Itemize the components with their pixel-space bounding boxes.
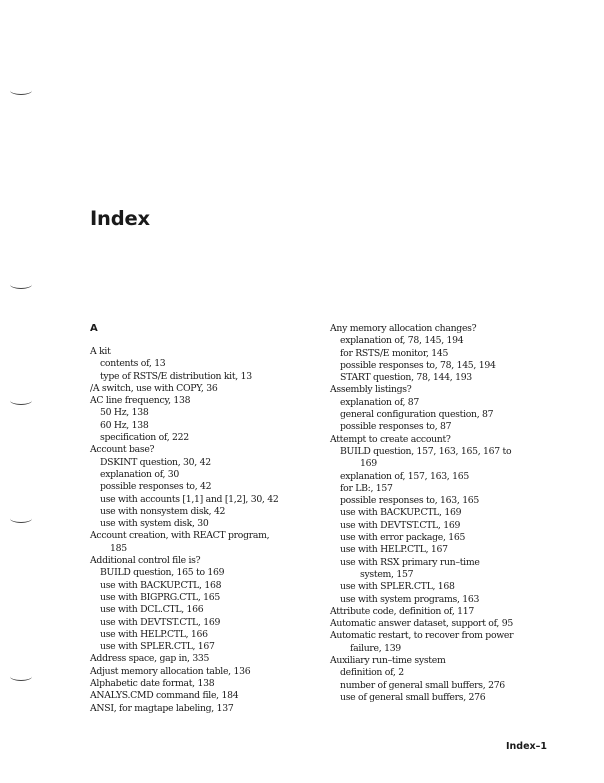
index-entry (90, 444, 320, 456)
index-entry-text: explanation of, 30 (100, 468, 180, 480)
index-entry-text: use with accounts [1,1] and [1,2], 30, 42 (100, 493, 279, 505)
index-subentry (90, 469, 320, 481)
index-subentry (90, 358, 320, 370)
index-subentry (330, 581, 560, 593)
index-entry-text: Alphabetic date format, 138 (90, 678, 215, 690)
index-subentry (90, 629, 320, 641)
index-entry-text: use with system disk, 30 (100, 518, 209, 530)
index-subentry (90, 420, 320, 432)
index-entry (90, 555, 320, 567)
index-entry-text: START question, 78, 144, 193 (340, 372, 472, 384)
index-entry-text: type of RSTS/E distribution kit, 13 (100, 370, 252, 382)
binder-hole-mark (10, 280, 32, 289)
index-entry-text: BUILD question, 157, 163, 165, 167 to (340, 445, 512, 457)
index-entry-text: use with DEVTST.CTL, 169 (100, 616, 221, 628)
index-entry-text: use with SPLER.CTL, 168 (340, 581, 455, 593)
index-entry-text: use with error package, 165 (340, 532, 466, 544)
index-subentry (330, 421, 560, 433)
index-entry-text: Automatic answer dataset, support of, 95 (330, 618, 513, 630)
index-entry-text: use of general small buffers, 276 (340, 691, 486, 703)
page-number: Index–1 (506, 741, 548, 752)
index-column-right (330, 323, 560, 704)
index-entry (90, 690, 320, 702)
index-subentry (90, 604, 320, 616)
index-entry-text: DSKINT question, 30, 42 (100, 456, 211, 468)
page-title: Index (90, 207, 150, 230)
binder-hole-mark (10, 86, 32, 95)
index-subentry (330, 557, 560, 582)
index-subentry (90, 457, 320, 469)
index-entry-text: use with DCL.CTL, 166 (100, 604, 204, 616)
index-subentry (330, 483, 560, 495)
index-entry (330, 606, 560, 618)
index-entry-text: Account creation, with REACT program, (90, 530, 270, 542)
index-entry-text: Additional control file is? (90, 555, 201, 567)
index-entry-text: BUILD question, 165 to 169 (100, 567, 225, 579)
index-entry-text: AC line frequency, 138 (90, 395, 191, 407)
index-subentry (330, 495, 560, 507)
index-subentry (90, 506, 320, 518)
index-entry-text: definition of, 2 (340, 667, 404, 679)
index-entry-text: explanation of, 78, 145, 194 (340, 335, 464, 347)
index-entry-text: possible responses to, 163, 165 (340, 495, 480, 507)
binder-hole-mark (10, 672, 32, 681)
index-entry (90, 678, 320, 690)
index-entry-text: Automatic restart, to recover from power (330, 630, 514, 642)
index-entry-text: Account base? (90, 444, 155, 456)
index-subentry (90, 567, 320, 579)
section-letter: A (90, 323, 98, 334)
index-entry (90, 703, 320, 715)
index-entry (330, 323, 560, 335)
index-entry-text: use with BIGPRG.CTL, 165 (100, 591, 221, 603)
index-entry-continuation: 185 (110, 542, 127, 554)
index-entry-text: for RSTS/E monitor, 145 (340, 347, 449, 359)
index-entry-text: use with HELP.CTL, 167 (340, 544, 448, 556)
index-entry-continuation: 169 (360, 458, 377, 470)
index-subentry (90, 617, 320, 629)
binder-hole-mark (10, 514, 32, 523)
index-column-left (90, 346, 320, 715)
index-entry-continuation: system, 157 (360, 568, 414, 580)
index-entry-text: specification of, 222 (100, 432, 189, 444)
index-entry-text: general configuration question, 87 (340, 409, 494, 421)
index-entry-text: Attempt to create account? (330, 433, 451, 445)
index-entry-text: possible responses to, 78, 145, 194 (340, 359, 496, 371)
index-entry (330, 434, 560, 446)
index-entry-text: for LB:, 157 (340, 482, 393, 494)
index-entry-text: Auxiliary run–time system (330, 655, 446, 667)
index-entry-text: contents of, 13 (100, 358, 166, 370)
index-subentry (330, 348, 560, 360)
index-subentry (330, 397, 560, 409)
index-subentry (90, 518, 320, 530)
index-entry (330, 384, 560, 396)
index-entry-text: use with nonsystem disk, 42 (100, 505, 226, 517)
index-subentry (330, 680, 560, 692)
index-subentry (330, 471, 560, 483)
index-entry-text: A kit (90, 346, 111, 357)
index-entry-text: use with RSX primary run–time (340, 556, 480, 568)
index-subentry (330, 667, 560, 679)
index-entry (330, 630, 560, 655)
index-entry-text: Adjust memory allocation table, 136 (90, 665, 251, 677)
index-subentry (90, 481, 320, 493)
index-entry-text: /A switch, use with COPY, 36 (90, 382, 218, 394)
index-entry-text: use with DEVTST.CTL, 169 (340, 519, 461, 531)
binder-hole-mark (10, 396, 32, 405)
index-subentry (90, 432, 320, 444)
index-entry-text: Assembly listings? (330, 384, 412, 396)
index-entry-continuation: failure, 139 (350, 642, 401, 654)
index-entry (90, 395, 320, 407)
index-subentry (90, 494, 320, 506)
index-subentry (90, 580, 320, 592)
index-entry-text: Attribute code, definition of, 117 (330, 605, 474, 617)
index-entry-text: explanation of, 157, 163, 165 (340, 470, 469, 482)
index-entry-text: ANSI, for magtape labeling, 137 (90, 702, 234, 714)
index-subentry (90, 592, 320, 604)
index-subentry (330, 409, 560, 421)
index-subentry (330, 594, 560, 606)
index-subentry (90, 371, 320, 383)
index-subentry (330, 360, 560, 372)
index-entry-text: explanation of, 87 (340, 396, 420, 408)
index-entry-text: 60 Hz, 138 (100, 419, 149, 431)
index-subentry (90, 407, 320, 419)
index-entry-text: Address space, gap in, 335 (90, 653, 210, 665)
index-subentry (330, 520, 560, 532)
index-entry-text: 50 Hz, 138 (100, 407, 149, 419)
index-entry (90, 653, 320, 665)
index-entry-text: possible responses to, 42 (100, 481, 212, 493)
index-entry (90, 530, 320, 555)
index-subentry (330, 532, 560, 544)
index-entry (90, 666, 320, 678)
index-subentry (330, 446, 560, 471)
index-subentry (330, 507, 560, 519)
index-entry-text: possible responses to, 87 (340, 421, 452, 433)
index-entry-text: ANALYS.CMD command file, 184 (90, 690, 239, 702)
index-subentry (330, 372, 560, 384)
index-entry-text: use with BACKUP.CTL, 168 (100, 579, 222, 591)
index-entry-text: use with system programs, 163 (340, 593, 480, 605)
index-entry-text: Any memory allocation changes? (330, 323, 477, 334)
index-entry-text: number of general small buffers, 276 (340, 679, 505, 691)
index-entry (330, 618, 560, 630)
index-subentry (330, 335, 560, 347)
index-subentry (90, 641, 320, 653)
index-entry (330, 655, 560, 667)
index-subentry (330, 692, 560, 704)
index-entry-text: use with HELP.CTL, 166 (100, 628, 208, 640)
index-entry-text: use with SPLER.CTL, 167 (100, 641, 215, 653)
index-subentry (330, 544, 560, 556)
index-entry (90, 346, 320, 358)
index-entry (90, 383, 320, 395)
index-entry-text: use with BACKUP.CTL, 169 (340, 507, 462, 519)
